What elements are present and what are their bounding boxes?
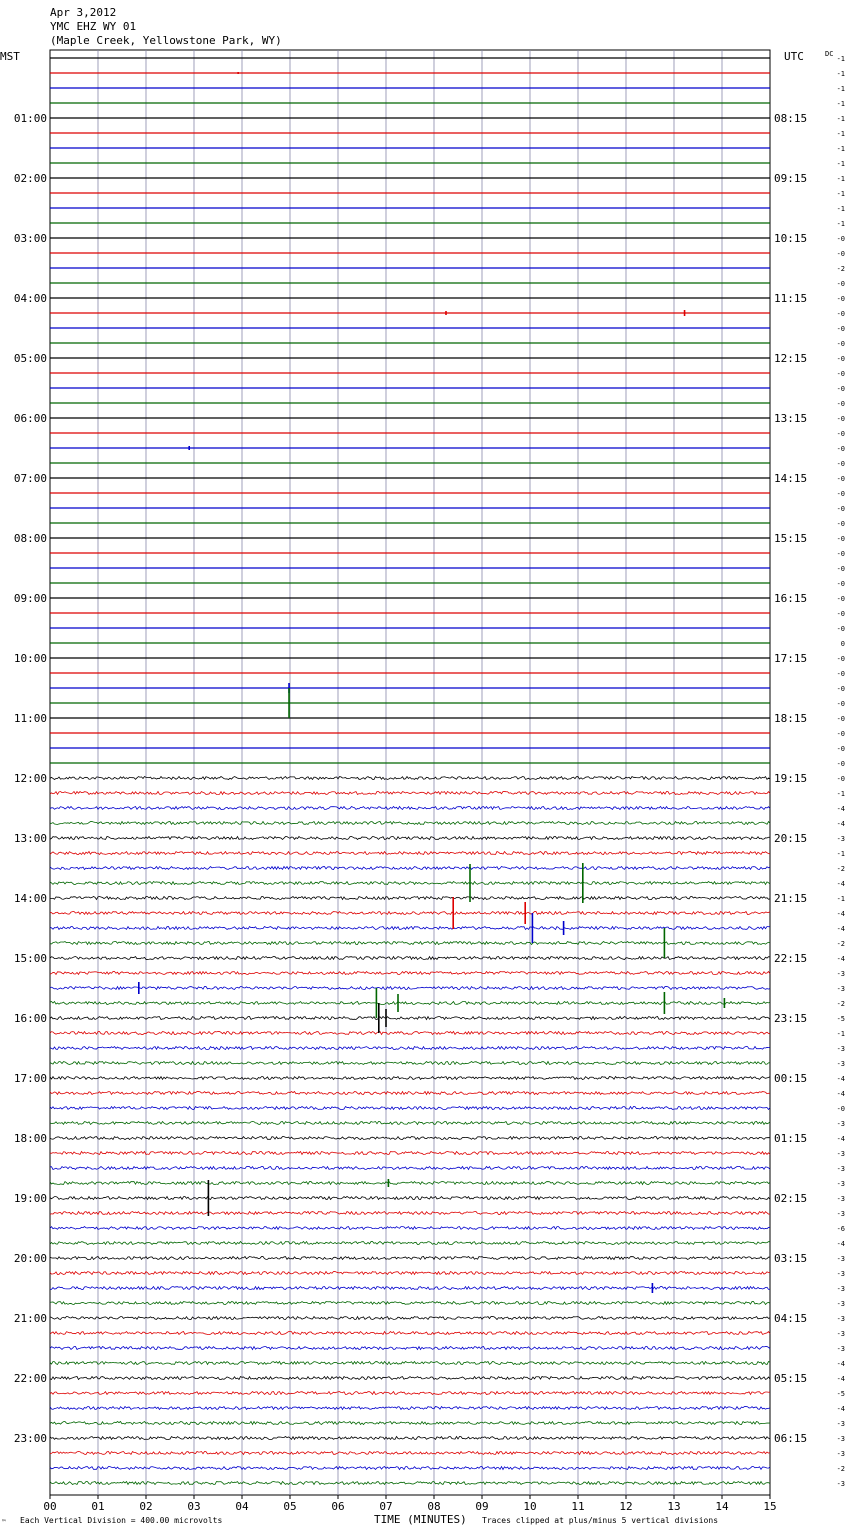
clip-text: Traces clipped at plus/minus 5 vertical divisions	[482, 1516, 719, 1525]
dc-offset-label: -3	[836, 1330, 845, 1338]
dc-offset-label: -0	[836, 775, 845, 783]
trace-row	[50, 777, 770, 780]
mst-hour-label: 12:00	[13, 772, 47, 785]
trace-row	[50, 1107, 770, 1110]
utc-hour-label: 13:15	[774, 412, 808, 425]
x-tick-label: 10	[523, 1500, 537, 1513]
mst-hour-label: 10:00	[13, 652, 47, 665]
dc-offset-label: -1	[836, 70, 845, 78]
utc-hour-label: 12:15	[774, 352, 808, 365]
dc-offset-label: 0	[840, 640, 845, 648]
mst-hour-label: 04:00	[13, 292, 47, 305]
mst-hour-label: 14:00	[13, 892, 47, 905]
mst-hour-label: 18:00	[13, 1132, 47, 1145]
utc-hour-label: 17:15	[774, 652, 808, 665]
dc-offset-label: -3	[836, 1180, 845, 1188]
utc-hour-label: 19:15	[774, 772, 808, 785]
trace-row	[50, 1482, 770, 1485]
dc-offset-label: -3	[836, 835, 845, 843]
dc-offset-label: -5	[836, 1015, 845, 1023]
trace-row	[50, 1002, 770, 1005]
header-date: Apr 3,2012	[50, 6, 117, 19]
x-tick-label: 02	[139, 1500, 153, 1513]
dc-offset-label: -0	[836, 400, 845, 408]
x-tick-label: 13	[667, 1500, 681, 1513]
utc-hour-label: 04:15	[774, 1312, 808, 1325]
trace-row	[50, 987, 770, 990]
trace-row	[50, 1377, 770, 1380]
scale-text: Each Vertical Division = 400.00 microvolts	[20, 1516, 223, 1525]
trace-row	[50, 1017, 770, 1020]
x-tick-label: 15	[763, 1500, 777, 1513]
dc-offset-label: -1	[836, 220, 845, 228]
mst-hour-label: 06:00	[13, 412, 47, 425]
trace-row	[50, 1182, 770, 1185]
dc-offset-label: -3	[836, 1420, 845, 1428]
dc-offset-label: -2	[836, 1000, 845, 1008]
dc-offset-label: -4	[836, 1360, 845, 1368]
mst-hour-label: 02:00	[13, 172, 47, 185]
dc-offset-label: -1	[836, 205, 845, 213]
trace-row	[50, 1347, 770, 1350]
utc-hour-label: 18:15	[774, 712, 808, 725]
utc-hour-label: 21:15	[774, 892, 808, 905]
dc-offset-label: -0	[836, 1105, 845, 1113]
dc-offset-label: -4	[836, 805, 845, 813]
dc-offset-label: -0	[836, 760, 845, 768]
dc-offset-label: -3	[836, 1345, 845, 1353]
utc-hour-labels	[774, 112, 807, 1445]
mst-hour-label: 20:00	[13, 1252, 47, 1265]
dc-offset-label: -0	[836, 310, 845, 318]
dc-offset-label: -0	[836, 280, 845, 288]
x-tick-label: 00	[43, 1500, 57, 1513]
utc-hour-label: 00:15	[774, 1072, 808, 1085]
dc-offset-label: -0	[836, 490, 845, 498]
dc-offset-label: -0	[836, 730, 845, 738]
mst-hour-label: 09:00	[13, 592, 47, 605]
dc-offset-label: -0	[836, 250, 845, 258]
dc-offset-label: -3	[836, 1210, 845, 1218]
utc-hour-label: 01:15	[774, 1132, 808, 1145]
trace-row	[50, 1317, 770, 1320]
mst-hour-label: 22:00	[13, 1372, 47, 1385]
dc-offset-label: -0	[836, 235, 845, 243]
mst-hour-label: 23:00	[13, 1432, 47, 1445]
dc-offset-label: -4	[836, 820, 845, 828]
dc-offset-label: -3	[836, 1195, 845, 1203]
dc-offset-label: -0	[836, 535, 845, 543]
trace-row	[50, 1302, 770, 1305]
x-tick-label: 08	[427, 1500, 441, 1513]
dc-offset-label: -0	[836, 505, 845, 513]
trace-row	[50, 852, 770, 855]
mst-hour-label: 17:00	[13, 1072, 47, 1085]
dc-offset-label: -4	[836, 955, 845, 963]
x-tick-label: 14	[715, 1500, 729, 1513]
dc-offset-label: -6	[836, 1225, 845, 1233]
dc-offset-label: -0	[836, 670, 845, 678]
dc-offset-label: -0	[836, 550, 845, 558]
trace-row	[50, 1287, 770, 1290]
dc-offset-label: -0	[836, 700, 845, 708]
chart-grid	[50, 50, 770, 1495]
utc-hour-label: 15:15	[774, 532, 808, 545]
dc-offset-label: -3	[836, 1150, 845, 1158]
dc-offset-label: -1	[836, 160, 845, 168]
mst-hour-label: 11:00	[13, 712, 47, 725]
x-tick-label: 06	[331, 1500, 345, 1513]
utc-hour-label: 03:15	[774, 1252, 808, 1265]
trace-group	[50, 58, 770, 1484]
trace-row	[50, 837, 770, 840]
dc-offset-label: -0	[836, 595, 845, 603]
dc-offset-label: -5	[836, 1390, 845, 1398]
dc-offset-label: -1	[836, 1030, 845, 1038]
dc-offset-label: -0	[836, 325, 845, 333]
mst-hour-labels	[14, 112, 47, 1445]
dc-offset-label: -0	[836, 610, 845, 618]
trace-row	[50, 1032, 770, 1035]
dc-offset-label: -1	[836, 115, 845, 123]
trace-row	[50, 957, 770, 960]
mst-hour-label: 03:00	[13, 232, 47, 245]
trace-row	[50, 882, 770, 885]
dc-offset-label: -4	[836, 1135, 845, 1143]
dc-offset-label: -3	[836, 1255, 845, 1263]
x-tick-label: 12	[619, 1500, 633, 1513]
x-tick-label: 05	[283, 1500, 297, 1513]
dc-offset-label: -4	[836, 1375, 845, 1383]
mst-hour-label: 15:00	[13, 952, 47, 965]
trace-row	[50, 807, 770, 810]
dc-offset-label: -0	[836, 655, 845, 663]
x-axis-ticks	[43, 1495, 776, 1513]
mst-hour-label: 13:00	[13, 832, 47, 845]
dc-offset-label: -4	[836, 1240, 845, 1248]
dc-offset-label: -3	[836, 1315, 845, 1323]
utc-label: UTC	[784, 50, 804, 63]
dc-offset-label: -0	[836, 715, 845, 723]
dc-offset-label: -1	[836, 850, 845, 858]
utc-hour-label: 08:15	[774, 112, 808, 125]
utc-hour-label: 05:15	[774, 1372, 808, 1385]
trace-row	[50, 1422, 770, 1425]
mst-hour-label: 08:00	[13, 532, 47, 545]
dc-offset-label: -0	[836, 565, 845, 573]
mst-hour-label: 21:00	[13, 1312, 47, 1325]
dc-offset-label: -3	[836, 1270, 845, 1278]
utc-hour-label: 11:15	[774, 292, 808, 305]
trace-row	[50, 897, 770, 900]
utc-hour-label: 16:15	[774, 592, 808, 605]
dc-offset-label: -3	[836, 1045, 845, 1053]
trace-row	[50, 822, 770, 825]
x-axis-title: TIME (MINUTES)	[374, 1513, 467, 1526]
mst-hour-label: 05:00	[13, 352, 47, 365]
header-station: YMC EHZ WY 01	[50, 20, 137, 33]
trace-row	[50, 1452, 770, 1455]
mst-label: MST	[0, 50, 20, 63]
dc-label: DC	[825, 50, 834, 58]
dc-offset-label: -3	[836, 1165, 845, 1173]
plot-frame	[50, 50, 770, 1495]
dc-offset-label: -0	[836, 685, 845, 693]
dc-offset-label: -0	[836, 415, 845, 423]
trace-row	[50, 927, 770, 930]
dc-offset-label: -3	[836, 970, 845, 978]
dc-offset-label: -1	[836, 85, 845, 93]
dc-offset-label: -3	[836, 1285, 845, 1293]
dc-offset-label: -1	[836, 100, 845, 108]
dc-offset-label: -4	[836, 910, 845, 918]
dc-offset-label: -2	[836, 940, 845, 948]
x-tick-label: 01	[91, 1500, 105, 1513]
utc-hour-label: 02:15	[774, 1192, 808, 1205]
trace-row	[50, 1332, 770, 1335]
dc-offset-label: -1	[836, 175, 845, 183]
footer-mark: ™	[2, 1519, 6, 1526]
dc-offset-labels	[837, 55, 845, 1488]
dc-offset-label: -3	[836, 1435, 845, 1443]
x-tick-label: 07	[379, 1500, 393, 1513]
dc-offset-label: -1	[836, 145, 845, 153]
dc-offset-label: -0	[836, 370, 845, 378]
dc-offset-label: -1	[836, 190, 845, 198]
dc-offset-label: -2	[836, 1465, 845, 1473]
dc-offset-label: -1	[836, 895, 845, 903]
dc-offset-label: -4	[836, 1075, 845, 1083]
trace-row	[50, 1212, 770, 1215]
dc-offset-label: -0	[836, 460, 845, 468]
trace-row	[50, 867, 770, 870]
x-tick-label: 03	[187, 1500, 201, 1513]
dc-offset-label: -0	[836, 355, 845, 363]
dc-offset-label: -3	[836, 985, 845, 993]
trace-row	[50, 1062, 770, 1065]
utc-hour-label: 14:15	[774, 472, 808, 485]
trace-row	[50, 1272, 770, 1275]
trace-row	[50, 1392, 770, 1395]
dc-offset-label: -0	[836, 625, 845, 633]
dc-offset-label: -0	[836, 430, 845, 438]
trace-row	[50, 1077, 770, 1080]
dc-offset-label: -2	[836, 865, 845, 873]
trace-row	[50, 1227, 770, 1230]
trace-row	[50, 1362, 770, 1365]
dc-offset-label: -4	[836, 1090, 845, 1098]
dc-offset-label: -4	[836, 925, 845, 933]
dc-offset-label: -3	[836, 1060, 845, 1068]
utc-hour-label: 10:15	[774, 232, 808, 245]
dc-offset-label: -3	[836, 1120, 845, 1128]
mst-hour-label: 01:00	[13, 112, 47, 125]
mst-hour-label: 16:00	[13, 1012, 47, 1025]
dc-offset-label: -1	[836, 790, 845, 798]
x-tick-label: 11	[571, 1500, 585, 1513]
trace-row	[50, 1152, 770, 1155]
trace-row	[50, 1242, 770, 1245]
trace-row	[50, 1122, 770, 1125]
dc-offset-label: -0	[836, 445, 845, 453]
header-location: (Maple Creek, Yellowstone Park, WY)	[50, 34, 282, 47]
dc-offset-label: -3	[836, 1480, 845, 1488]
utc-hour-label: 20:15	[774, 832, 808, 845]
dc-offset-label: -2	[836, 265, 845, 273]
trace-row	[50, 1137, 770, 1140]
trace-row	[50, 1407, 770, 1410]
mst-hour-label: 07:00	[13, 472, 47, 485]
x-tick-label: 04	[235, 1500, 249, 1513]
trace-row	[50, 1257, 770, 1260]
trace-row	[50, 1467, 770, 1470]
dc-offset-label: -4	[836, 1405, 845, 1413]
trace-row	[50, 1092, 770, 1095]
utc-hour-label: 09:15	[774, 172, 808, 185]
trace-row	[50, 1047, 770, 1050]
dc-offset-label: -0	[836, 580, 845, 588]
event-spikes	[139, 72, 725, 1293]
trace-row	[50, 912, 770, 915]
trace-row	[50, 942, 770, 945]
dc-offset-label: -0	[836, 520, 845, 528]
dc-offset-label: -4	[836, 880, 845, 888]
trace-row	[50, 1197, 770, 1200]
dc-offset-label: -1	[836, 55, 845, 63]
dc-offset-label: -0	[836, 295, 845, 303]
mst-hour-label: 19:00	[13, 1192, 47, 1205]
dc-offset-label: -1	[836, 130, 845, 138]
trace-row	[50, 1167, 770, 1170]
utc-hour-label: 06:15	[774, 1432, 808, 1445]
trace-row	[50, 792, 770, 795]
dc-offset-label: -0	[836, 340, 845, 348]
x-tick-label: 09	[475, 1500, 489, 1513]
dc-offset-label: -0	[836, 745, 845, 753]
trace-row	[50, 1437, 770, 1440]
dc-offset-label: -0	[836, 475, 845, 483]
trace-row	[50, 972, 770, 975]
dc-offset-label: -3	[836, 1300, 845, 1308]
utc-hour-label: 22:15	[774, 952, 808, 965]
utc-hour-label: 23:15	[774, 1012, 808, 1025]
dc-offset-label: -0	[836, 385, 845, 393]
dc-offset-label: -3	[836, 1450, 845, 1458]
